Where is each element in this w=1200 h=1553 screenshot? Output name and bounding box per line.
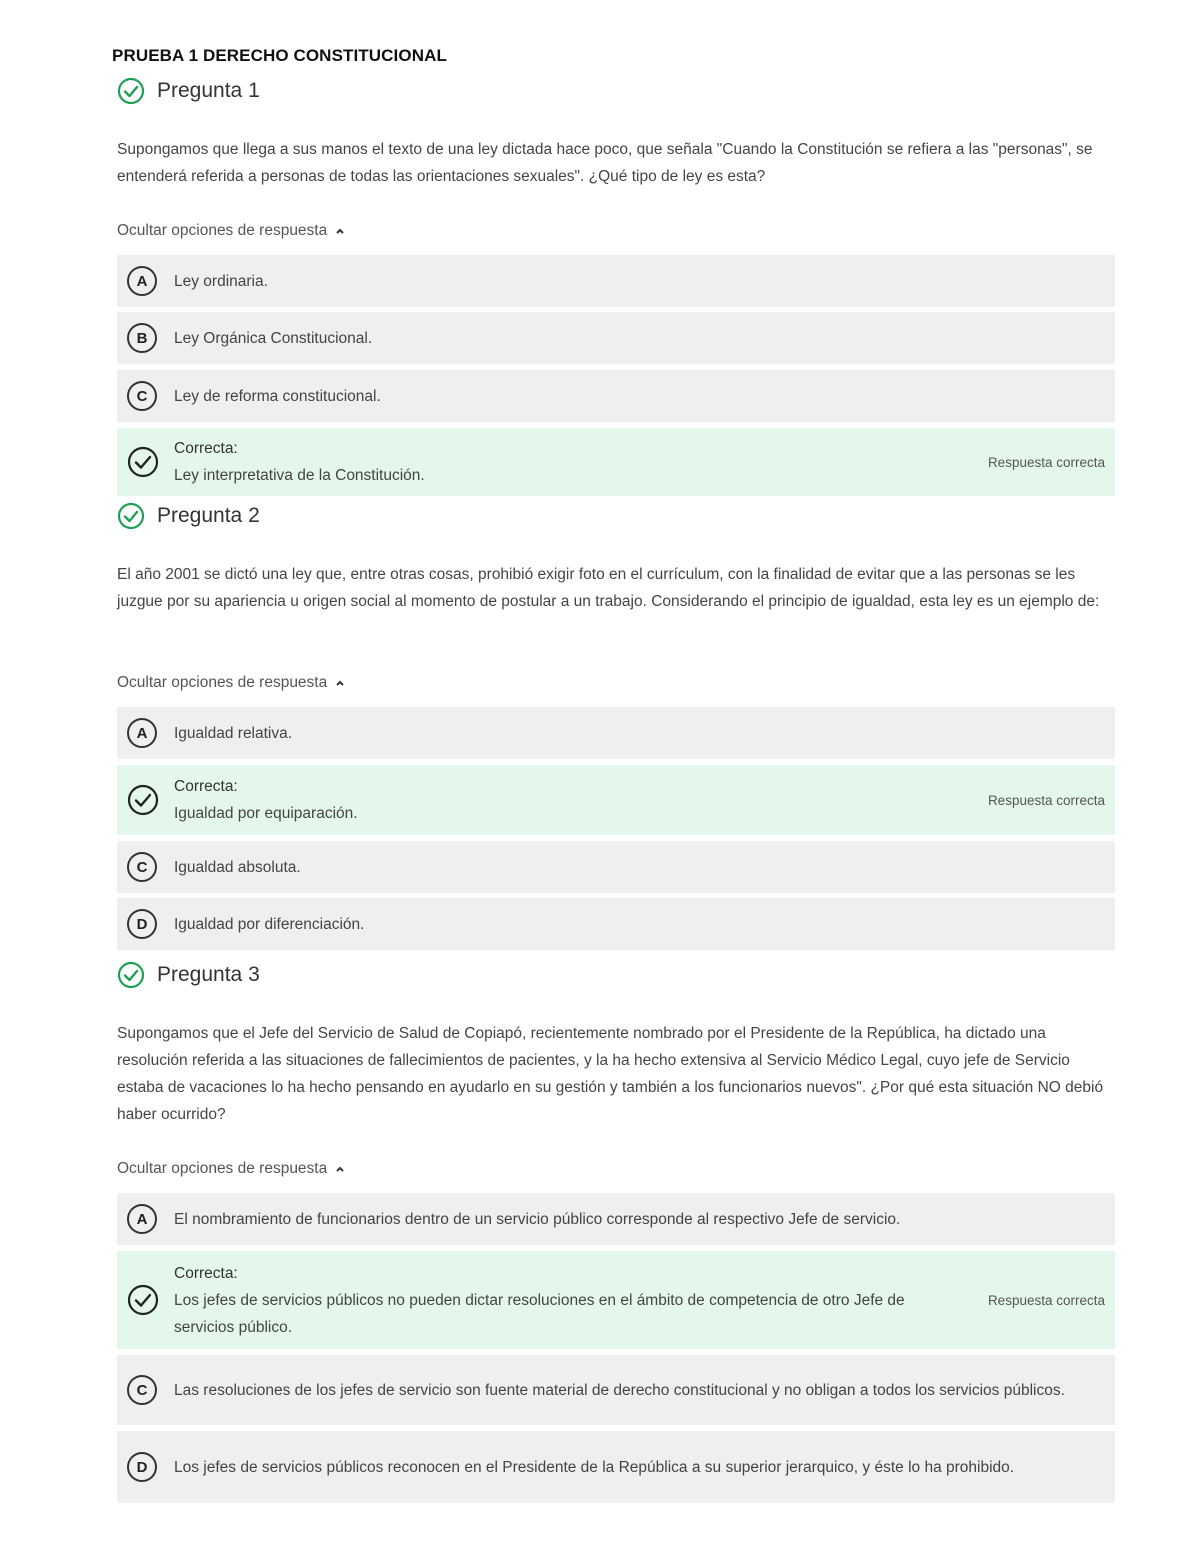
option-text: El nombramiento de funcionarios dentro de un servicio público corresponde al respectivo Jefe de servicio. — [174, 1210, 901, 1228]
option-letter-c: C — [127, 1375, 157, 1405]
option-letter-b: B — [127, 323, 157, 353]
option-text: Las resoluciones de los jefes de servicio son fuente material de derecho constitucional y no obligan a todos los servicios públicos. — [174, 1381, 1065, 1399]
toggle-label: Ocultar opciones de respuesta — [117, 674, 328, 691]
toggle-label: Ocultar opciones de respuesta — [117, 1160, 328, 1177]
option-letter-d: D — [127, 1452, 157, 1482]
correct-answer-badge: Respuesta correcta — [987, 1292, 1105, 1308]
option-text — [174, 435, 925, 489]
question-3-option-c[interactable] — [117, 1355, 1115, 1425]
correct-answer-text: Ley interpretativa de la Constitución. — [174, 467, 425, 484]
check-circle-icon — [127, 1284, 159, 1316]
correct-label: Correcta: — [174, 778, 238, 795]
option-text: Igualdad relativa. — [174, 724, 293, 742]
option-letter-c: C — [127, 852, 157, 882]
question-2-option-d[interactable] — [117, 898, 1115, 950]
correct-label: Correcta: — [174, 1264, 238, 1282]
option-text: Ley Orgánica Constitucional. — [174, 329, 373, 347]
option-letter-a: A — [127, 718, 157, 748]
question-3-text: Supongamos que el Jefe del Servicio de Salud de Copiapó, recientemente nombrado por el Presidente de la República, ha dictado una resolución referida a las situaciones de fallecimientos de pacientes, y la ha hecho extensiva al Servicio Médico Legal, cuyo jefe de Servicio estaba de vacaciones lo ha hecho pensando en ayudarlo en su gestión y también a los funcionarios nuevos". ¿Por qué esta situación NO debió haber ocurrido? — [117, 1025, 1104, 1123]
question-3-option-correct[interactable] — [117, 1251, 1115, 1349]
question-1-title: Pregunta 1 — [157, 79, 260, 102]
toggle-label: Ocultar opciones de respuesta — [117, 222, 328, 239]
correct-answer-text: Los jefes de servicios públicos no pueden dictar resoluciones en el ámbito de competencia de otro Jefe de servicios público. — [174, 1291, 905, 1336]
correct-answer-text: Igualdad por equiparación. — [174, 805, 358, 822]
question-1-option-a[interactable] — [117, 255, 1115, 307]
question-1-option-correct[interactable] — [117, 428, 1115, 496]
chevron-up-icon — [335, 678, 345, 688]
question-2-option-correct[interactable] — [117, 765, 1115, 835]
chevron-up-icon — [335, 226, 345, 236]
check-circle-icon — [127, 446, 159, 478]
option-text: Igualdad por diferenciación. — [174, 915, 365, 933]
check-circle-icon — [117, 502, 145, 530]
question-1-option-c[interactable] — [117, 370, 1115, 422]
question-3-header — [117, 961, 260, 989]
question-3-option-d[interactable] — [117, 1431, 1115, 1503]
option-text: Los jefes de servicios públicos reconocen en el Presidente de la República a su superior jerarquico, y éste lo ha prohibido. — [174, 1458, 1015, 1476]
question-2-option-a[interactable] — [117, 707, 1115, 759]
question-3-option-a[interactable] — [117, 1193, 1115, 1245]
option-letter-c: C — [127, 381, 157, 411]
option-letter-a: A — [127, 266, 157, 296]
question-1-header — [117, 77, 260, 105]
option-letter-d: D — [127, 909, 157, 939]
option-text — [174, 773, 925, 827]
question-2-toggle[interactable] — [117, 674, 345, 692]
question-3-toggle[interactable] — [117, 1160, 345, 1178]
question-2-text: El año 2001 se dictó una ley que, entre otras cosas, prohibió exigir foto en el currículum, con la finalidad de evitar que a las personas se les juzgue por su apariencia u origen social al momento de postular a un trabajo. Considerando el principio de igualdad, esta ley es un ejemplo de: — [117, 566, 1100, 610]
question-2-title: Pregunta 2 — [157, 504, 260, 527]
chevron-up-icon — [335, 1164, 345, 1174]
option-text: Ley ordinaria. — [174, 272, 268, 290]
check-circle-icon — [127, 784, 159, 816]
question-2-header — [117, 502, 260, 530]
question-3-title: Pregunta 3 — [157, 963, 260, 986]
correct-answer-badge: Respuesta correcta — [987, 454, 1105, 470]
check-circle-icon — [117, 77, 145, 105]
document-title: PRUEBA 1 DERECHO CONSTITUCIONAL — [112, 46, 447, 65]
question-1-option-b[interactable] — [117, 312, 1115, 364]
question-2-option-c[interactable] — [117, 841, 1115, 893]
correct-label: Correcta: — [174, 440, 238, 457]
option-text — [174, 1260, 925, 1341]
correct-answer-badge: Respuesta correcta — [987, 792, 1105, 808]
check-circle-icon — [117, 961, 145, 989]
question-1-toggle[interactable] — [117, 222, 345, 240]
question-1-text: Supongamos que llega a sus manos el texto de una ley dictada hace poco, que señala "Cuando la Constitución se refiera a las "personas", se entenderá referida a personas de todas las orientaciones sexuales". ¿Qué tipo de ley es esta? — [117, 141, 1093, 185]
option-text: Ley de reforma constitucional. — [174, 387, 381, 405]
option-letter-a: A — [127, 1204, 157, 1234]
option-text: Igualdad absoluta. — [174, 858, 301, 876]
